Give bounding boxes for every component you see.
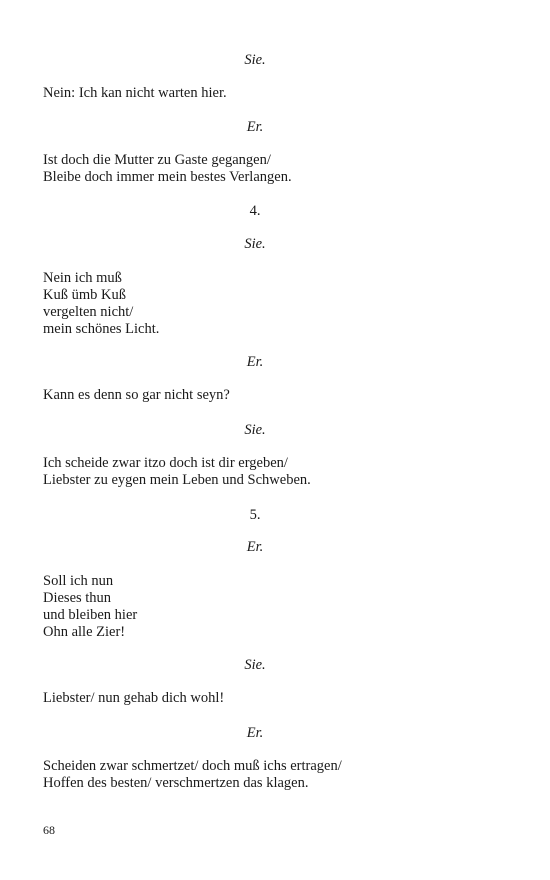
verse-line: Liebster/ nun gehab dich wohl! xyxy=(43,690,225,706)
verse-line: Scheiden zwar schmertzet/ doch muß ichs ertragen/ xyxy=(43,758,342,774)
verse-block xyxy=(43,573,503,641)
verse-line: Nein: Ich kan nicht warten hier. xyxy=(43,85,227,101)
verse-line: Bleibe doch immer mein bestes Verlangen. xyxy=(43,169,292,185)
verse-line: Nein ich muß xyxy=(43,270,122,286)
verse-line: Dieses thun xyxy=(43,590,112,606)
verse-line: Liebster zu eygen mein Leben und Schweben. xyxy=(43,472,311,488)
verse-block xyxy=(43,270,503,338)
stanza-number: 4. xyxy=(249,203,261,219)
speaker-label: Sie. xyxy=(244,236,266,252)
speaker-label: Sie. xyxy=(244,422,266,438)
verse-line: vergelten nicht/ xyxy=(43,304,134,320)
verse-block xyxy=(43,387,503,404)
verse-block xyxy=(43,455,503,489)
verse-line: und bleiben hier xyxy=(43,607,138,623)
speaker-label: Sie. xyxy=(244,657,266,673)
verse-line: Hoffen des besten/ verschmertzen das klagen. xyxy=(43,775,309,791)
verse-block xyxy=(43,690,503,707)
verse-line: Ich scheide zwar itzo doch ist dir ergeben/ xyxy=(43,455,288,471)
verse-block xyxy=(43,85,503,102)
speaker-label: Er. xyxy=(246,354,264,370)
verse-block xyxy=(43,152,503,186)
page-number: 68 xyxy=(43,823,55,837)
verse-line: mein schönes Licht. xyxy=(43,321,160,337)
stanza-number: 5. xyxy=(249,507,261,523)
verse-line: Ist doch die Mutter zu Gaste gegangen/ xyxy=(43,152,271,168)
verse-line: Kuß ümb Kuß xyxy=(43,287,126,303)
speaker-label: Er. xyxy=(246,725,264,741)
verse-line: Kann es denn so gar nicht seyn? xyxy=(43,387,230,403)
speaker-label: Er. xyxy=(246,119,264,135)
verse-line: Soll ich nun xyxy=(43,573,114,589)
speaker-label: Sie. xyxy=(244,52,266,68)
verse-block xyxy=(43,758,503,792)
speaker-label: Er. xyxy=(246,539,264,555)
verse-line: Ohn alle Zier! xyxy=(43,624,126,640)
